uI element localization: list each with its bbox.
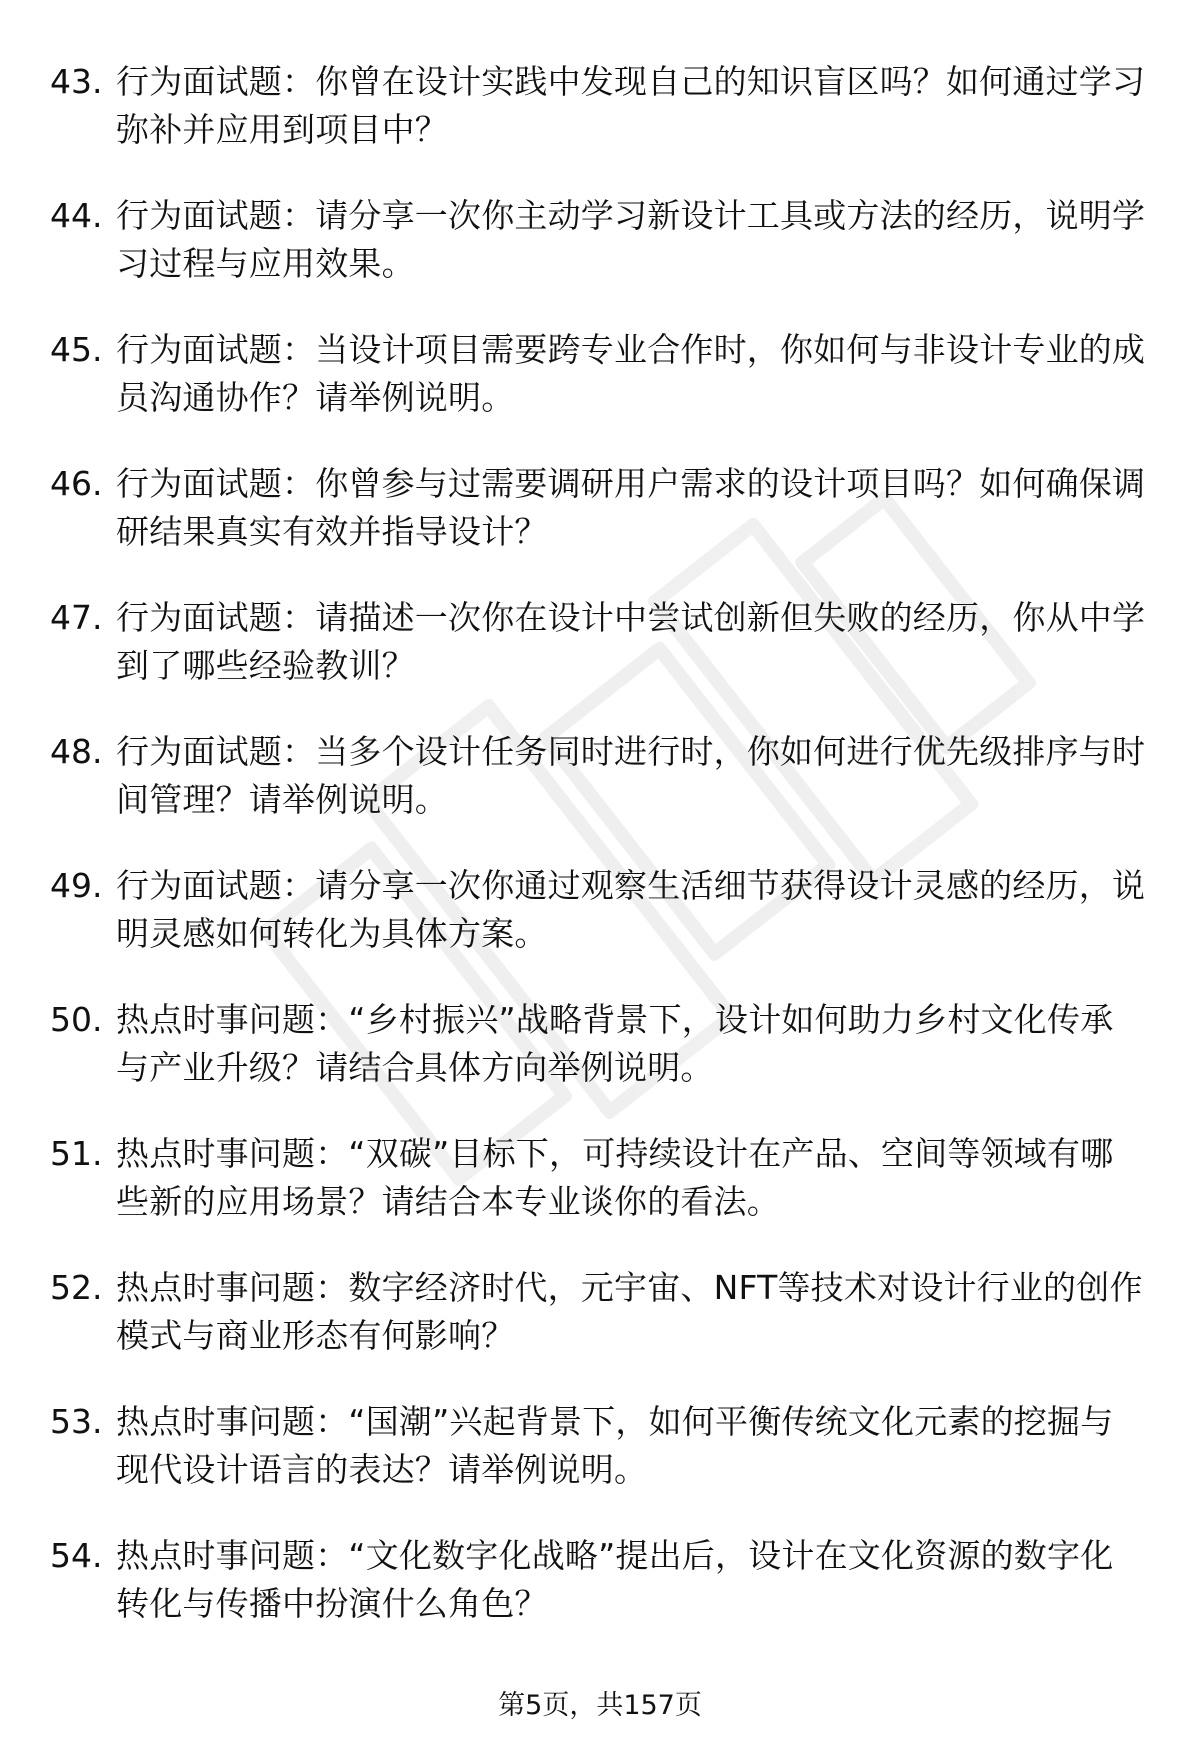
list-item [0, 1532, 1200, 1666]
list-item [0, 862, 1200, 996]
page-footer [0, 1686, 1200, 1726]
question-number: 47. [50, 598, 103, 637]
list-item [0, 1130, 1200, 1264]
question-number: 48. [50, 732, 103, 771]
question-number: 54. [50, 1536, 103, 1575]
list-item [0, 1264, 1200, 1398]
page-number-label: 第5页，共157页 [498, 1690, 702, 1721]
question-number: 45. [50, 330, 103, 369]
question-number: 52. [50, 1268, 103, 1307]
list-item [0, 1398, 1200, 1532]
list-item [0, 594, 1200, 728]
list-item [0, 460, 1200, 594]
question-text: 行为面试题：请分享一次你主动学习新设计工具或方法的经历，说明学习过程与应用效果。 [116, 196, 1146, 283]
question-number: 50. [50, 1000, 103, 1039]
question-text: 热点时事问题：“乡村振兴”战略背景下，设计如何助力乡村文化传承与产业升级？请结合具体方向举例说明。 [116, 1000, 1114, 1087]
question-number: 46. [50, 464, 103, 503]
question-text: 行为面试题：你曾参与过需要调研用户需求的设计项目吗？如何确保调研结果真实有效并指导设计？ [116, 464, 1146, 551]
question-text: 热点时事问题：“双碳”目标下，可持续设计在产品、空间等领域有哪些新的应用场景？请结合本专业谈你的看法。 [116, 1134, 1114, 1221]
question-text: 热点时事问题：“国潮”兴起背景下，如何平衡传统文化元素的挖掘与现代设计语言的表达？请举例说明。 [116, 1402, 1114, 1489]
question-number: 51. [50, 1134, 103, 1173]
list-item [0, 326, 1200, 460]
list-item [0, 728, 1200, 862]
question-text: 行为面试题：当设计项目需要跨专业合作时，你如何与非设计专业的成员沟通协作？请举例说明。 [116, 330, 1146, 417]
list-item [0, 58, 1200, 192]
question-text: 行为面试题：请描述一次你在设计中尝试创新但失败的经历，你从中学到了哪些经验教训？ [116, 598, 1146, 685]
question-number: 49. [50, 866, 103, 905]
question-text: 热点时事问题：“文化数字化战略”提出后，设计在文化资源的数字化转化与传播中扮演什么角色？ [116, 1536, 1114, 1623]
question-number: 44. [50, 196, 103, 235]
list-item [0, 192, 1200, 326]
question-text: 行为面试题：请分享一次你通过观察生活细节获得设计灵感的经历，说明灵感如何转化为具体方案。 [116, 866, 1146, 953]
question-number: 43. [50, 62, 103, 101]
question-list [0, 58, 1200, 1666]
question-text: 热点时事问题：数字经济时代，元宇宙、NFT等技术对设计行业的创作模式与商业形态有何影响？ [116, 1268, 1143, 1355]
question-text: 行为面试题：当多个设计任务同时进行时，你如何进行优先级排序与时间管理？请举例说明。 [116, 732, 1146, 819]
list-item [0, 996, 1200, 1130]
question-number: 53. [50, 1402, 103, 1441]
question-text: 行为面试题：你曾在设计实践中发现自己的知识盲区吗？如何通过学习弥补并应用到项目中？ [116, 62, 1146, 149]
